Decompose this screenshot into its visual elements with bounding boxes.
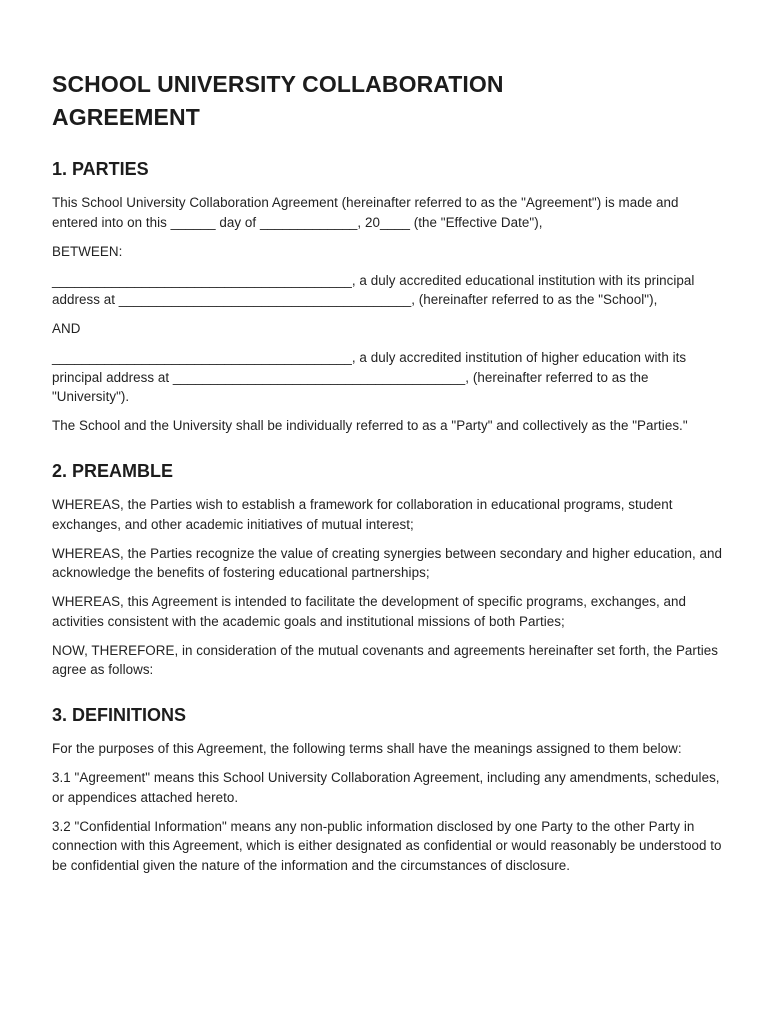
document-title: SCHOOL UNIVERSITY COLLABORATION AGREEMENT [52, 71, 504, 130]
paragraph: ________________________________________, a duly accredited institution of higher education with its principal address at _______________________________________, (hereinafter referred to as the "University"). [52, 350, 687, 404]
paragraph: The School and the University shall be individually referred to as a "Party" and collectively as the "Parties." [52, 418, 688, 433]
section-parties [52, 157, 722, 436]
section-heading: 3. DEFINITIONS [52, 705, 187, 725]
section-heading: 2. PREAMBLE [52, 461, 174, 481]
paragraph: For the purposes of this Agreement, the following terms shall have the meanings assigned to them below: [52, 741, 682, 756]
paragraph: 3.1 "Agreement" means this School University Collaboration Agreement, including any amendments, schedules, or appendices attached hereto. [52, 770, 720, 805]
paragraph: WHEREAS, this Agreement is intended to facilitate the development of specific programs, exchanges, and activities consistent with the academic goals and institutional missions of both Parties; [52, 594, 687, 629]
section-spacer [52, 689, 722, 703]
paragraph: ________________________________________, a duly accredited educational institution with its principal address at _______________________________________, (hereinafter referred to as the "School"), [52, 272, 695, 307]
section-spacer [52, 445, 722, 459]
paragraph: This School University Collaboration Agreement (hereinafter referred to as the "Agreement") is made and entered into on this ______ day of _____________, 20____ (the "Effective Date"), [52, 195, 679, 230]
section-preamble [52, 459, 722, 680]
paragraph: BETWEEN: [52, 243, 123, 259]
paragraph: 3.2 "Confidential Information" means any non-public information disclosed by one Party to the other Party in connection with this Agreement, which is either designated as confidential or would reasonably be understood to be confidential given the nature of the information and the circumstances of disclosure. [52, 818, 722, 873]
paragraph: AND [52, 321, 81, 336]
paragraph: NOW, THEREFORE, in consideration of the mutual covenants and agreements hereinafter set forth, the Parties agree as follows: [52, 642, 718, 677]
section-definitions [52, 703, 722, 875]
document-page [52, 68, 722, 885]
paragraph: WHEREAS, the Parties recognize the value of creating synergies between secondary and higher education, and acknowledge the benefits of fostering educational partnerships; [52, 545, 723, 580]
paragraph: WHEREAS, the Parties wish to establish a framework for collaboration in educational programs, student exchanges, and other academic initiatives of mutual interest; [52, 497, 673, 532]
section-heading: 1. PARTIES [52, 159, 149, 179]
